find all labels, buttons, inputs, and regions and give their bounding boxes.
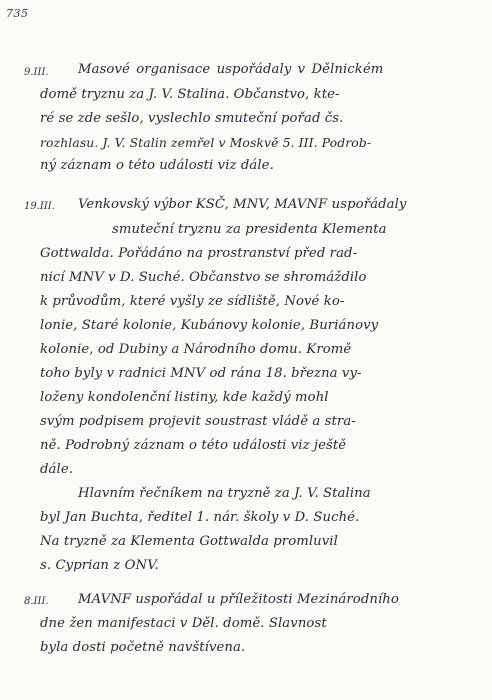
page-number: 735 — [6, 7, 29, 20]
entry-line: lonie, Staré kolonie, Kubánovy kolonie, Buriánovy — [40, 318, 379, 333]
entry-date: 9.III. — [24, 67, 49, 78]
entry-line: domě tryznu za J. V. Stalina. Občanstvo, kte- — [40, 87, 340, 102]
entry-line: Gottwalda. Pořádáno na prostranství před rad- — [40, 246, 358, 261]
entry-line: nicí MNV v D. Suché. Občanstvo se shromáždilo — [40, 270, 367, 285]
entry-line: Hlavním řečníkem na tryzně za J. V. Stalina — [78, 486, 371, 501]
entry-date: 19.III. — [24, 201, 55, 212]
entry-line: dne žen manifestaci v Děl. domě. Slavnost — [40, 616, 327, 631]
entry-line: kolonie, od Dubiny a Národního domu. Kromě — [40, 342, 352, 357]
entry-line: ný záznam o této události viz dále. — [40, 158, 274, 173]
entry-date: 8.III. — [24, 596, 49, 607]
entry-line: ré se zde sešlo, vyslechlo smuteční pořad čs. — [40, 111, 344, 126]
entry-line: svým podpisem projevit soustrast vládě a stra- — [40, 414, 356, 429]
entry-line: toho byly v radnici MNV od rána 18. března vy- — [40, 366, 362, 381]
entry-line: smuteční tryznu za presidenta Klementa — [112, 222, 387, 237]
entry-line: dále. — [40, 462, 74, 477]
entry-line: byla dosti početně navštívena. — [40, 640, 246, 655]
entry-line: loženy kondolenční listiny, kde každý mohl — [40, 390, 329, 405]
entry-line: byl Jan Buchta, ředitel 1. nár. školy v D. Suché. — [40, 510, 360, 525]
entry-line: Na tryzně za Klementa Gottwalda promluvil — [40, 534, 338, 549]
entry-line: ně. Podrobný záznam o této události viz ještě — [40, 438, 347, 453]
entry-line: Masové organisace uspořádaly v Dělnickém — [78, 62, 384, 77]
entry-line: Venkovský výbor KSČ, MNV, MAVNF uspořádaly — [78, 197, 407, 212]
entry-line: k průvodům, které vyšly ze sídliště, Nové ko- — [40, 294, 345, 309]
entry-line: s. Cyprian z ONV. — [40, 558, 159, 573]
entry-line: MAVNF uspořádal u příležitosti Mezinárodního — [78, 592, 399, 607]
entry-line: rozhlasu. J. V. Stalin zemřel v Moskvě 5. III. Podrob- — [40, 135, 372, 150]
